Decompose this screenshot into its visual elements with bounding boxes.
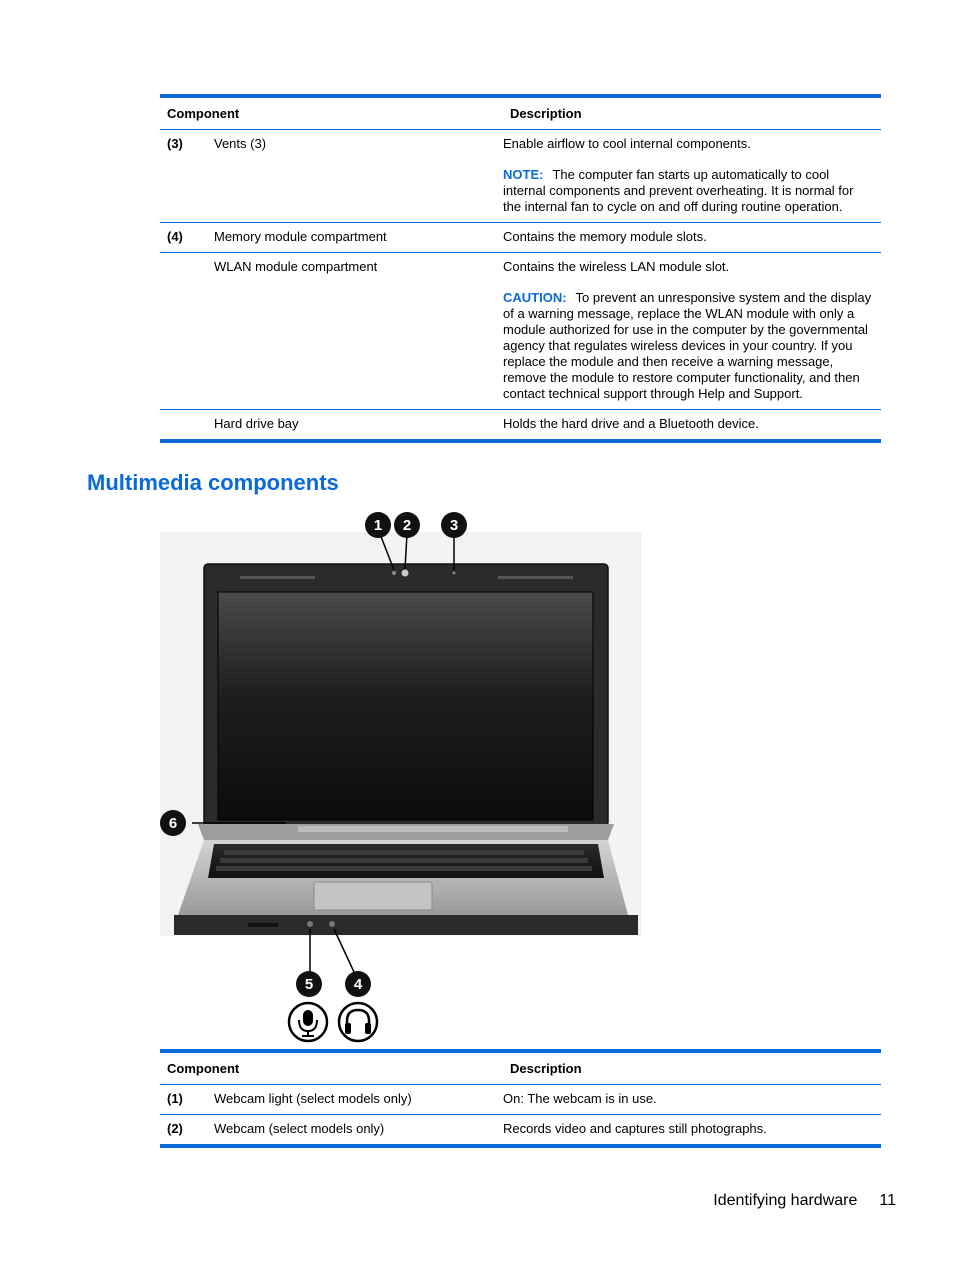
table-row (160, 130, 881, 223)
table-row (160, 1115, 881, 1144)
component-description: Records video and captures still photographs. (503, 1121, 767, 1136)
keyboard-keys (216, 850, 592, 871)
svg-text:6: 6 (168, 815, 178, 832)
table-header (160, 1053, 881, 1085)
webcam-light (392, 571, 396, 575)
component-table-2 (160, 1049, 881, 1148)
component-number: (2) (167, 1121, 183, 1136)
caution-label: CAUTION: (503, 290, 567, 305)
front-edge (174, 915, 638, 935)
footer-section-name: Identifying hardware (713, 1192, 858, 1209)
vent-left (240, 576, 315, 579)
component-description: Holds the hard drive and a Bluetooth device. (503, 416, 759, 431)
component-name: Vents (3) (214, 136, 267, 151)
table-row (160, 1085, 881, 1115)
svg-text:2: 2 (402, 517, 412, 534)
header-component: Component (167, 105, 240, 121)
media-card-reader (248, 923, 278, 927)
note (503, 167, 874, 215)
note-text: The computer fan starts up automatically to cool internal components and prevent overheating. It is normal for the internal fan to cycle on and off during routine operation. (503, 167, 854, 214)
component-name: Webcam light (select models only) (214, 1091, 412, 1106)
caution (503, 290, 874, 402)
component-number (160, 416, 214, 432)
description-text: Contains the wireless LAN module slot. (503, 259, 730, 274)
touchpad (314, 882, 432, 910)
header-description: Description (510, 105, 582, 121)
component-number: (1) (167, 1091, 183, 1106)
table-row (160, 223, 881, 253)
component-table-1 (160, 94, 881, 443)
callout-6 (160, 810, 186, 836)
headphone-icon (339, 1003, 377, 1041)
svg-text:3: 3 (449, 517, 459, 534)
header-description: Description (510, 1060, 582, 1076)
microphone-icon (289, 1003, 327, 1041)
svg-text:5: 5 (304, 976, 314, 993)
component-name: WLAN module compartment (214, 259, 378, 274)
svg-text:1: 1 (373, 517, 383, 534)
page-footer (713, 1192, 896, 1210)
svg-text:4: 4 (353, 976, 363, 993)
callout-5 (296, 971, 322, 997)
header-component: Component (167, 1060, 240, 1076)
table-row (160, 410, 881, 439)
callout-1 (365, 512, 391, 538)
page-number: 11 (879, 1192, 896, 1209)
component-number: (3) (167, 136, 183, 151)
description-text: Enable airflow to cool internal components. (503, 136, 751, 151)
component-description (503, 136, 880, 215)
table-header (160, 98, 881, 130)
callout-4 (345, 971, 371, 997)
vent-right (498, 576, 573, 579)
laptop-figure (158, 510, 648, 1048)
webcam (402, 570, 409, 577)
component-description: Contains the memory module slots. (503, 229, 707, 244)
internal-mic (453, 572, 456, 575)
component-description: On: The webcam is in use. (503, 1091, 657, 1106)
table-row (160, 253, 881, 410)
component-number: (4) (167, 229, 183, 244)
note-label: NOTE: (503, 167, 544, 182)
caution-text: To prevent an unresponsive system and the display of a warning message, replace the WLAN module with only a module authorized for use in the computer by the governmental agency that regulates wireless devices in your country. If you replace the module and then receive a warning message, remove the module to restore computer functionality, and then contact technical support through Help and Support. (503, 290, 872, 401)
speaker-grille (298, 826, 568, 832)
component-description (503, 259, 880, 402)
callout-2 (394, 512, 420, 538)
callout-3 (441, 512, 467, 538)
laptop-illustration (158, 510, 648, 1048)
display-screen (218, 592, 593, 820)
component-name: Memory module compartment (214, 229, 387, 244)
microphone-jack (307, 921, 313, 927)
headphone-jack (329, 921, 335, 927)
component-number (160, 259, 214, 402)
section-title: Multimedia components (87, 470, 339, 495)
component-name: Webcam (select models only) (214, 1121, 385, 1136)
component-name: Hard drive bay (214, 416, 299, 431)
